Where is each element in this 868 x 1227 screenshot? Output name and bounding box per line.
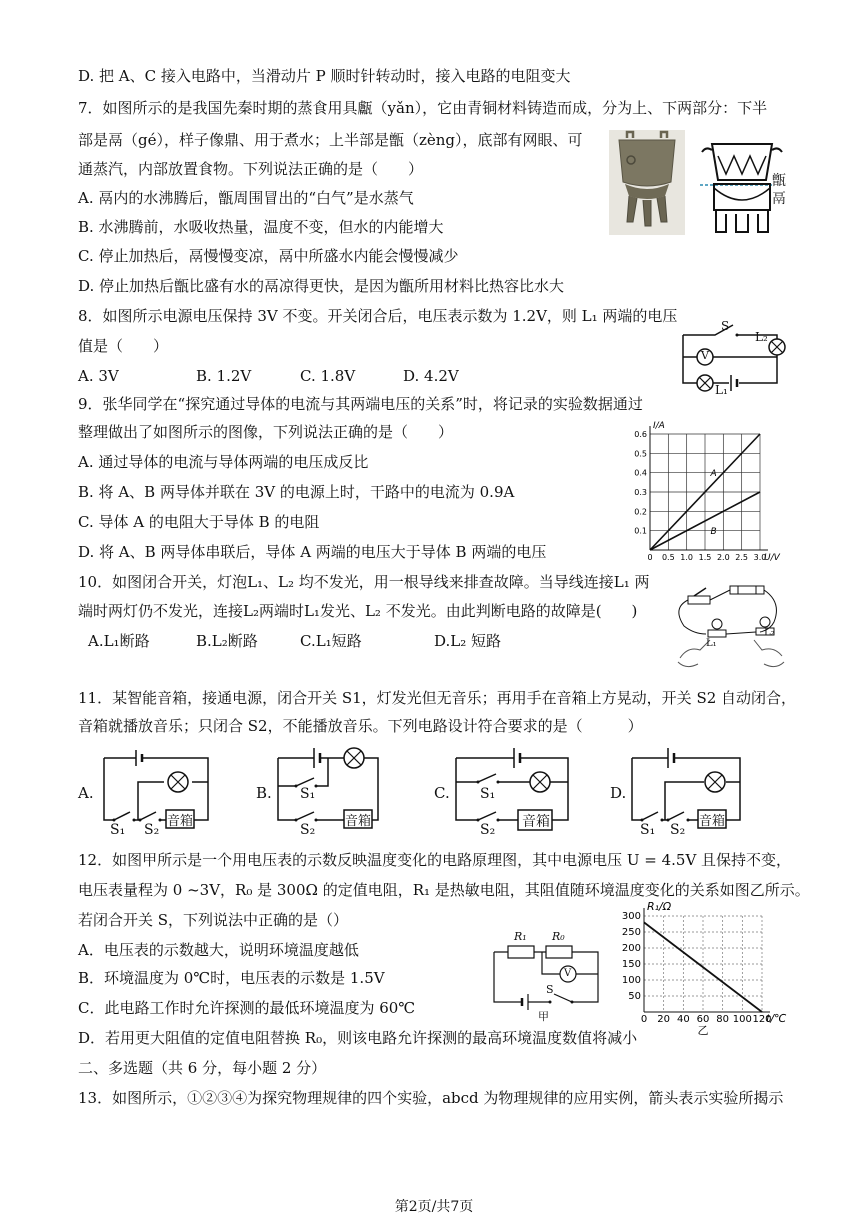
q11-box-label: 音箱 [345,814,372,829]
q7-stem-2: 部是鬲（gé），样子像鼎、用于煮水；上半部是甑（zèng），底部有网眼、可 [78,131,583,149]
y-tick-label: 0.5 [634,449,647,459]
q11-s1-label: S₁ [300,786,316,802]
q9-option-d: D. 将 A、B 两导体串联后，导体 A 两端的电压大于导体 B 两端的电压 [78,543,547,561]
x-tick-label: 0.5 [661,553,675,562]
x-tick-label: 20 [657,1014,671,1025]
x-tick-label: 3.0 [753,553,767,562]
q11-s2-label: S₂ [480,822,496,838]
q11-option-b [256,742,396,842]
q7-stem-3: 通蒸汽，内部放置食物。下列说法正确的是（ ） [78,160,424,178]
x-tick-label: 2.5 [735,553,749,562]
y-tick-label: 50 [628,991,641,1002]
x-tick-label: 60 [696,1014,710,1025]
q12-chart-yi [616,896,800,1037]
x-axis-label: U/V [764,553,780,563]
q10-circuit [670,578,790,670]
q10-stem: 10．如图闭合开关，灯泡L₁、L₂ 均不发光，用一根导线来排查故障。当导线连接L₁ 两 [78,573,650,591]
q7-vessel-photo [609,130,685,235]
q11-s2-label: S₂ [300,822,316,838]
q11-box-label: 音箱 [167,814,194,829]
q11-box-label: 音箱 [699,814,726,829]
x-tick-label: 120 [752,1014,772,1025]
y-tick-label: 0.3 [634,488,647,497]
x-tick-label: 80 [716,1014,730,1025]
x-tick-label: 0 [647,553,653,562]
q6-option-d: D. 把 A、C 接入电路中，当滑动片 P 顺时针转动时，接入电路的电阻变大 [78,67,571,85]
q11-s2-label: S₂ [670,822,686,838]
q12-caption-jia: 甲 [538,1010,549,1023]
q9-option-b: B. 将 A、B 两导体并联在 3V 的电源上时，干路中的电流为 0.9A [78,483,515,501]
q7-label-zeng: 甑 [772,173,786,189]
q13-stem: 13．如图所示，①②③④为探究物理规律的四个实验，abcd 为物理规律的应用实例，箭头表示实验所揭示 [78,1089,784,1107]
q10-label-l1: L₁ [706,638,717,649]
q10-label-l2: L₂ [764,627,775,638]
q10-option-a: A.L₁断路 [88,632,150,650]
q7-stem: 7．如图所示的是我国先秦时期的蒸食用具甗（yǎn），它由青铜材料铸造而成，分为上、下两部分：下半 [78,99,768,117]
y-tick-label: 0.4 [634,468,647,478]
q12-option-b: B．环境温度为 0℃时，电压表的示数是 1.5V [78,969,385,987]
q11-s1-label: S₁ [110,822,126,838]
section-heading-multi-choice: 二、多选题（共 6 分，每小题 2 分） [78,1059,327,1077]
q8-option-d: D. 4.2V [403,367,459,385]
q12-stem-2: 电压表量程为 0 ~3V，R₀ 是 300Ω 的定值电阻，R₁ 是热敏电阻，其阻值随环境温度变化的关系如图乙所示。 [78,881,810,899]
q8-label-l2: L₂ [755,330,768,344]
x-tick-label: 1.5 [698,553,712,562]
q8-stem: 8．如图所示电源电压保持 3V 不变。开关闭合后，电压表示数为 1.2V，则 L₁ 两端的电压 [78,307,678,325]
q11-option-letter: D. [610,784,627,802]
q11-option-letter: B. [256,784,272,802]
x-tick-label: 1.0 [680,553,694,562]
q10-option-b: B.L₂断路 [196,632,258,650]
q9-stem: 9．张华同学在“探究通过导体的电流与其两端电压的关系”时，将记录的实验数据通过 [78,395,643,413]
x-tick-label: 100 [732,1014,752,1025]
q12-option-d: D．若用更大阻值的定值电阻替换 R₀，则该电路允许探测的最高环境温度数值将减小 [78,1029,638,1047]
series-label: B [710,527,717,538]
q11-s1-label: S₁ [480,786,496,802]
q12-label-v: V [564,968,572,979]
page-footer: 第2页/共7页 [394,1199,474,1215]
q12-circuit-jia [488,928,608,1023]
x-tick-label: 2.0 [716,553,730,562]
q11-option-letter: C. [434,784,450,802]
q12-label-s: S [546,983,554,996]
y-tick-label: 200 [621,943,641,954]
q7-option-a: A. 鬲内的水沸腾后，甑周围冒出的“白气”是水蒸气 [78,189,414,207]
series-line [644,922,762,1012]
q8-stem-2: 值是（ ） [78,337,169,355]
q11-option-c [434,742,574,842]
chart-caption: 乙 [697,1024,709,1037]
q12-label-r0: R₀ [552,930,565,943]
q9-stem-2: 整理做出了如图所示的图像，下列说法正确的是（ ） [78,423,454,441]
x-tick-label: 40 [676,1014,690,1025]
q10-stem-2: 端时两灯仍不发光，连接L₂两端时L₁发光、L₂ 不发光。由此判断电路的故障是( ) [78,602,638,620]
q8-label-v: V [701,349,709,362]
q8-label-s: S [721,319,730,333]
x-axis-label: t/℃ [766,1012,787,1025]
q11-box-label: 音箱 [522,814,550,830]
series-label: A [710,469,717,480]
q8-option-c: C. 1.8V [300,367,356,385]
y-tick-label: 300 [621,911,641,922]
y-axis-label: I/A [653,421,665,431]
q9-chart [624,412,780,563]
y-tick-label: 0.1 [634,526,647,536]
y-axis-label: R₁/Ω [647,900,672,913]
q10-option-c: C.L₁短路 [300,632,362,650]
q8-circuit [675,313,805,397]
q11-s1-label: S₁ [640,822,656,838]
q9-option-a: A. 通过导体的电流与导体两端的电压成反比 [78,453,369,471]
q12-option-c: C．此电路工作时允许探测的最低环境温度为 60℃ [78,999,416,1017]
y-tick-label: 0.2 [634,507,647,517]
y-tick-label: 100 [621,975,641,986]
q12-option-a: A．电压表的示数越大，说明环境温度越低 [78,941,359,959]
q12-stem-3: 若闭合开关 S，下列说法中正确的是（） [78,911,349,929]
q7-label-li: 鬲 [772,191,786,207]
q12-stem: 12．如图甲所示是一个用电压表的示数反映温度变化的电路原理图，其中电源电压 U = 4.5V 且保持不变， [78,851,792,869]
y-tick-label: 0.6 [634,430,647,439]
q11-option-letter: A. [78,784,94,802]
y-tick-label: 250 [621,927,641,938]
q11-option-d [610,742,750,842]
q11-s2-label: S₂ [144,822,160,838]
q8-option-b: B. 1.2V [196,367,252,385]
x-tick-label: 0 [640,1014,648,1025]
y-tick-label: 150 [621,959,641,970]
q8-label-l1: L₁ [715,383,728,397]
q9-option-c: C. 导体 A 的电阻大于导体 B 的电阻 [78,513,320,531]
q7-vessel-diagram [700,140,795,235]
q8-option-a: A. 3V [78,367,119,385]
q12-label-r1: R₁ [514,930,527,943]
q7-option-d: D. 停止加热后甑比盛有水的鬲凉得更快，是因为甑所用材料比热容比水大 [78,277,565,295]
q11-stem-2: 音箱就播放音乐；只闭合 S2，不能播放音乐。下列电路设计符合要求的是（ ） [78,717,643,735]
q7-option-c: C. 停止加热后，鬲慢慢变凉，鬲中所盛水内能会慢慢减少 [78,247,459,265]
q10-option-d: D.L₂ 短路 [434,632,502,650]
q11-stem: 11．某智能音箱，接通电源，闭合开关 S1，灯发光但无音乐；再用手在音箱上方晃动，开关 S2 自动闭合， [78,689,797,707]
q11-option-a [78,742,218,842]
q7-option-b: B. 水沸腾前，水吸收热量，温度不变，但水的内能增大 [78,218,444,236]
